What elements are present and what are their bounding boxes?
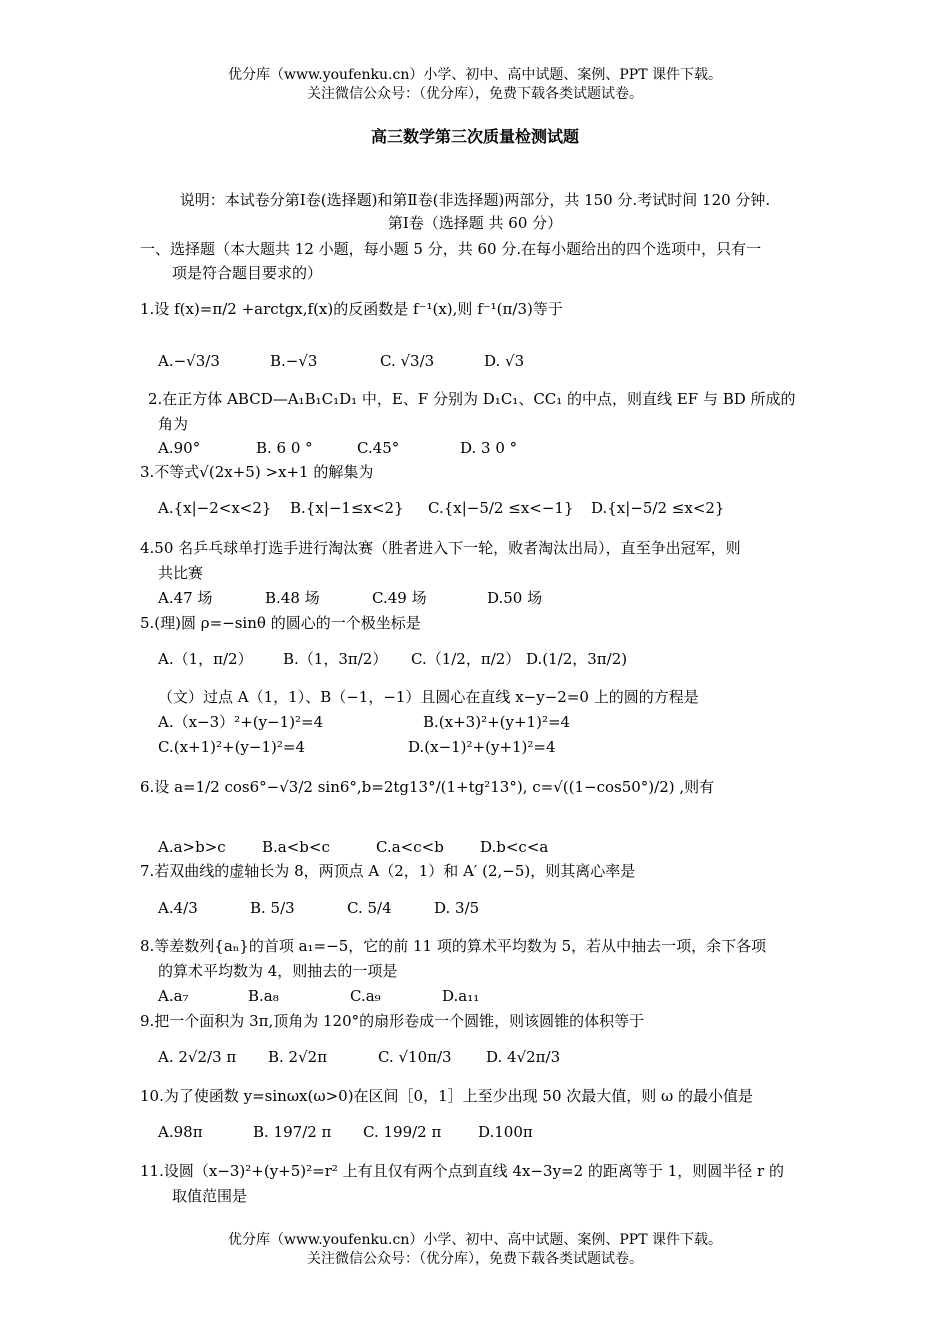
question-5-wen-options-row-2 bbox=[158, 736, 556, 758]
option-b: B.−√3 bbox=[270, 352, 318, 370]
footer-line-2: 关注微信公众号：（优分库），免费下载各类试题试卷。 bbox=[307, 1251, 643, 1267]
option-c: C.45° bbox=[357, 439, 400, 457]
instructions: 说明：本试卷分第Ⅰ卷(选择题)和第Ⅱ卷(非选择题)两部分，共 150 分.考试时间 120 分钟. bbox=[179, 191, 771, 209]
question-10-options bbox=[158, 1121, 533, 1143]
question-1-options bbox=[158, 350, 524, 372]
option-b: B. 6 0 ° bbox=[256, 439, 313, 457]
question-4-stem-cont: 共比赛 bbox=[158, 564, 204, 582]
option-d: D.(x−1)²+(y+1)²=4 bbox=[408, 738, 556, 756]
question-3-options bbox=[158, 497, 724, 519]
option-c: C.a<c<b bbox=[376, 838, 444, 856]
option-c: C.a₉ bbox=[350, 987, 381, 1005]
question-2-options bbox=[158, 437, 517, 459]
option-a: A.（1，π/2） bbox=[158, 650, 253, 668]
header-line-1: 优分库（www.youfenku.cn）小学、初中、高中试题、案例、PPT 课件下载。 bbox=[227, 67, 722, 83]
option-b: B.a₈ bbox=[248, 987, 279, 1005]
question-8-stem: 8.等差数列{aₙ}的首项 a₁=−5，它的前 11 项的算术平均数为 5，若从中抽去一项，余下各项 bbox=[140, 937, 767, 955]
question-9-options bbox=[158, 1046, 560, 1068]
question-8-stem-cont: 的算术平均数为 4，则抽去的一项是 bbox=[158, 962, 398, 980]
page-title: 高三数学第三次质量检测试题 bbox=[370, 127, 579, 146]
question-1-stem: 1.设 f(x)=π/2 +arctgx,f(x)的反函数是 f⁻¹(x),则 f⁻¹(π/3)等于 bbox=[140, 300, 563, 318]
option-a: A.（x−3）²+(y−1)²=4 bbox=[158, 713, 324, 731]
option-d: D.50 场 bbox=[487, 589, 543, 607]
footer-line-1: 优分库（www.youfenku.cn）小学、初中、高中试题、案例、PPT 课件下载。 bbox=[227, 1232, 722, 1248]
question-11-stem-cont: 取值范围是 bbox=[172, 1187, 248, 1205]
question-5-stem: 5.(理)圆 ρ=−sinθ 的圆心的一个极坐标是 bbox=[140, 614, 421, 632]
option-d: D.{x|−5/2 ≤x<2} bbox=[591, 499, 725, 517]
option-a: A.4/3 bbox=[158, 899, 198, 917]
question-5-wen-options-row-1 bbox=[158, 711, 570, 733]
option-d: D. 3/5 bbox=[434, 899, 480, 917]
question-3-stem: 3.不等式√(2x+5) >x+1 的解集为 bbox=[140, 463, 374, 481]
option-b: B.a<b<c bbox=[262, 838, 330, 856]
option-b: B.{x|−1≤x<2} bbox=[290, 499, 404, 517]
question-7-options bbox=[158, 897, 479, 919]
question-5-wen-stem: （文）过点 A（1，1）、B（−1，−1）且圆心在直线 x−y−2=0 上的圆的方程是 bbox=[158, 688, 699, 706]
option-d: D. 3 0 ° bbox=[460, 439, 518, 457]
option-d: D.(1/2，3π/2) bbox=[526, 650, 628, 668]
option-b: B. 197/2 π bbox=[253, 1123, 332, 1141]
option-b: B. 5/3 bbox=[250, 899, 295, 917]
option-c: C. √3/3 bbox=[380, 352, 435, 370]
question-6-options bbox=[158, 836, 548, 858]
option-d: D. √3 bbox=[484, 352, 525, 370]
option-a: A.a>b>c bbox=[158, 838, 226, 856]
option-a: A.−√3/3 bbox=[158, 352, 220, 370]
option-a: A.98π bbox=[158, 1123, 203, 1141]
part-1-heading: 第Ⅰ卷（选择题 共 60 分） bbox=[387, 214, 563, 232]
option-b: B.48 场 bbox=[265, 589, 320, 607]
question-2-stem: 2.在正方体 ABCD—A₁B₁C₁D₁ 中，E、F 分别为 D₁C₁、CC₁ 的中点，则直线 EF 与 BD 所成的 bbox=[148, 390, 796, 408]
option-c: C.49 场 bbox=[372, 589, 427, 607]
question-4-stem: 4.50 名乒乓球单打选手进行淘汰赛（胜者进入下一轮，败者淘汰出局），直至争出冠军，则 bbox=[140, 539, 741, 557]
question-4-options bbox=[158, 587, 542, 609]
section-1-intro: 一、选择题（本大题共 12 小题，每小题 5 分，共 60 分.在每小题给出的四个选项中，只有一 bbox=[140, 240, 762, 258]
option-d: D.a₁₁ bbox=[442, 987, 480, 1005]
question-6-stem: 6.设 a=1/2 cos6°−√3/2 sin6°,b=2tg13°/(1+tg²13°), c=√((1−cos50°)/2) ,则有 bbox=[140, 778, 715, 796]
option-a: A.90° bbox=[158, 439, 201, 457]
option-d: D.100π bbox=[478, 1123, 533, 1141]
question-11-stem: 11.设圆（x−3)²+(y+5)²=r² 上有且仅有两个点到直线 4x−3y=2 的距离等于 1，则圆半径 r 的 bbox=[140, 1162, 784, 1180]
option-b: B.(x+3)²+(y+1)²=4 bbox=[423, 713, 571, 731]
section-1-intro-cont: 项是符合题目要求的） bbox=[172, 264, 323, 282]
question-8-options bbox=[158, 985, 479, 1007]
option-c: C.(x+1)²+(y−1)²=4 bbox=[158, 738, 305, 756]
question-7-stem: 7.若双曲线的虚轴长为 8，两顶点 A（2，1）和 A′ (2,−5)，则其离心率是 bbox=[140, 862, 636, 880]
question-2-stem-cont: 角为 bbox=[158, 415, 189, 433]
question-5-options bbox=[158, 648, 627, 670]
option-a: A.47 场 bbox=[158, 589, 213, 607]
option-b: B.（1，3π/2） bbox=[283, 650, 388, 668]
header-line-2: 关注微信公众号：（优分库），免费下载各类试题试卷。 bbox=[307, 86, 643, 102]
option-c: C.（1/2，π/2） bbox=[411, 650, 521, 668]
question-10-stem: 10.为了使函数 y=sinωx(ω>0)在区间［0，1］上至少出现 50 次最大值，则 ω 的最小值是 bbox=[140, 1087, 754, 1105]
option-c: C. 5/4 bbox=[347, 899, 392, 917]
question-9-stem: 9.把一个面积为 3π,顶角为 120°的扇形卷成一个圆锥，则该圆锥的体积等于 bbox=[140, 1012, 645, 1030]
option-c: C. 199/2 π bbox=[363, 1123, 442, 1141]
option-a: A. 2√2/3 π bbox=[158, 1048, 237, 1066]
option-c: C. √10π/3 bbox=[378, 1048, 452, 1066]
option-d: D. 4√2π/3 bbox=[486, 1048, 561, 1066]
option-d: D.b<c<a bbox=[480, 838, 549, 856]
option-c: C.{x|−5/2 ≤x<−1} bbox=[428, 499, 574, 517]
option-b: B. 2√2π bbox=[268, 1048, 328, 1066]
option-a: A.{x|−2<x<2} bbox=[158, 499, 272, 517]
option-a: A.a₇ bbox=[158, 987, 189, 1005]
